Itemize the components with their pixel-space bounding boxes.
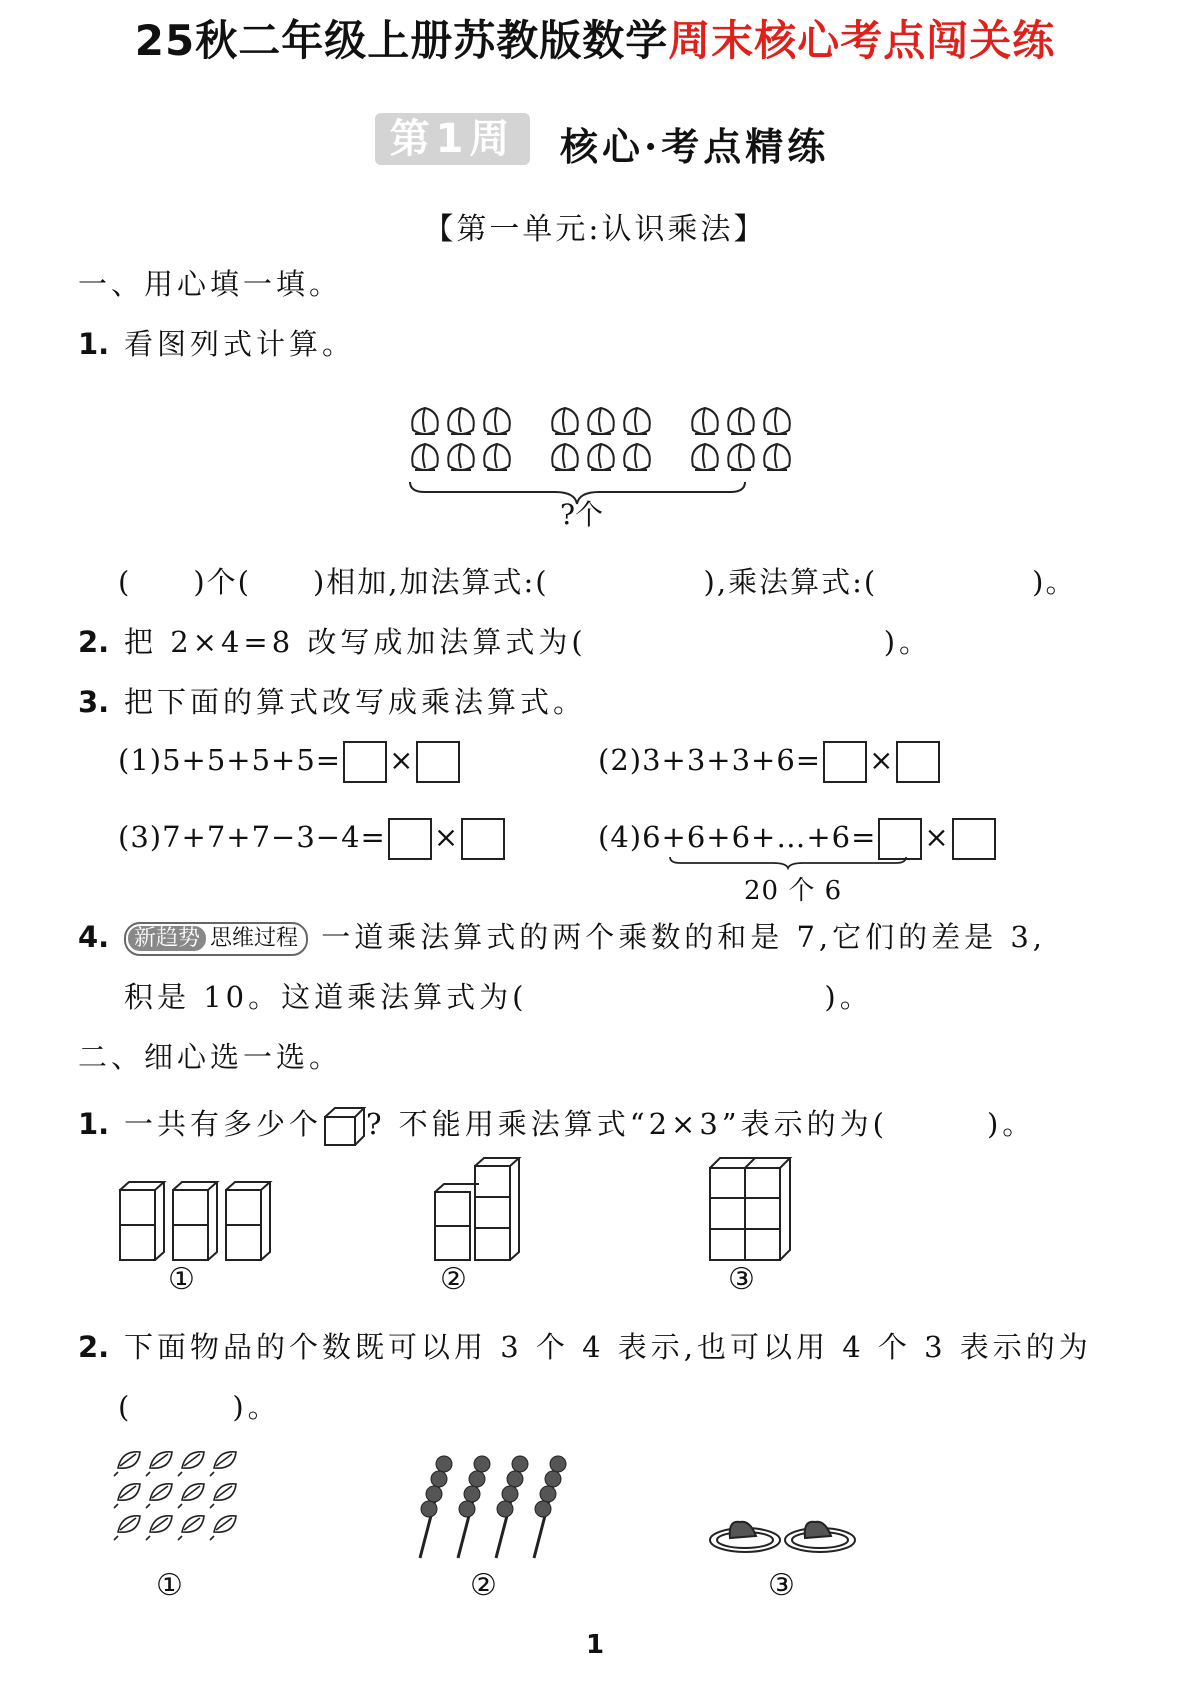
item-label: (2) [598,743,643,777]
peach-icon [588,444,614,470]
option-3-label: ③ [728,1262,755,1297]
question-1-1 [78,322,355,363]
week-heading: 核心·考点精练 [560,124,830,169]
question-1-3 [78,680,586,721]
skewer-ball [431,1471,447,1487]
item-label: (4) [598,820,643,854]
skewer-ball [464,1486,480,1502]
peach-icon [448,408,474,434]
tag-dark: 新趋势 [128,926,206,951]
page-title [0,8,1190,68]
skewer-ball [507,1471,523,1487]
option-1-label: ① [156,1568,183,1603]
skewer-ball [426,1486,442,1502]
question-text: 看图列式计算。 [124,327,356,361]
question-2-2-cont: ( )。 [118,1390,281,1424]
unit-title: 【第一单元:认识乘法】 [423,212,767,247]
peach-icon [692,444,718,470]
skewer-ball [550,1456,566,1472]
peach-icon [484,444,510,470]
skewer-ball [421,1501,437,1517]
skewer-ball [545,1471,561,1487]
question-text: 一共有多少个 [124,1107,323,1141]
times-sign: × [389,743,415,777]
times-sign: × [924,820,950,854]
leaf-icon [114,1452,140,1476]
q3-item-2 [598,741,942,783]
question-text: 把下面的算式改写成乘法算式。 [124,685,587,719]
question-number: 1. [78,1107,110,1141]
answer-box[interactable] [343,741,387,783]
question-text: 一道乘法算式的两个乘数的和是 7,它们的差是 3, [321,920,1047,954]
leaf-icon [146,1484,172,1508]
question-2-1 [78,1102,1035,1147]
title-black: 25秋二年级上册苏教版数学 [134,16,669,65]
answer-box[interactable] [823,741,867,783]
peach-icon [764,408,790,434]
option-2-skewers [420,1456,566,1558]
tag-light: 思维过程 [210,926,299,951]
option-2-label: ② [470,1568,497,1603]
skewer-ball [474,1456,490,1472]
peach-icon [412,444,438,470]
peach-icon [624,408,650,434]
q3-item-1 [118,741,462,783]
peach-icon [624,444,650,470]
peach-icon [692,408,718,434]
skewer-ball [497,1501,513,1517]
peach-icon [588,408,614,434]
item-expr: 7+7+7−3−4= [162,820,386,854]
skewer-ball [459,1501,475,1517]
times-sign: × [433,820,460,854]
item-figures [110,1440,910,1570]
question-1-4-cont: 积是 10。这道乘法算式为( )。 [124,980,873,1014]
item-expr: 5+5+5+5= [162,743,342,777]
option-2-cubes [435,1158,519,1260]
leaf-icon [146,1452,172,1476]
option-1-leaves [114,1452,236,1540]
times-sign: × [869,743,895,777]
option-3-cubes [710,1158,790,1260]
leaf-icon [146,1516,172,1540]
option-3-label: ③ [768,1568,795,1603]
answer-box[interactable] [896,741,940,783]
option-2-label: ② [440,1262,467,1297]
option-1-label: ① [168,1262,195,1297]
peach-icon [728,444,754,470]
option-1-cubes [120,1182,270,1260]
section1-title: 一、用心填一填。 [78,267,343,301]
item-expr: 6+6+6+…+6= [642,820,877,854]
leaf-icon [210,1484,236,1508]
section2-title: 二、细心选一选。 [78,1040,343,1074]
item4-brace-icon [668,855,908,869]
leaf-icon [210,1516,236,1540]
leaf-icon [178,1484,204,1508]
skewer-ball [469,1471,485,1487]
peach-icon [412,408,438,434]
peach-icon [484,408,510,434]
q3-item-4 [598,818,998,860]
peach-icon [448,444,474,470]
question-text: ? 不能用乘法算式“2×3”表示的为( )。 [366,1107,1036,1141]
peach-icon [728,408,754,434]
option-3-plates [710,1522,855,1552]
question-1-2 [78,620,932,661]
question-number: 4. [78,920,110,954]
title-red: 周末核心考点闯关练 [668,16,1056,65]
brace-label: ?个 [560,498,604,531]
skewer-ball [502,1486,518,1502]
peach-icon [552,444,578,470]
answer-box[interactable] [388,818,432,860]
q1-answer-line: ( )个( )相加,加法算式:( ),乘法算式:( )。 [118,565,1077,599]
leaf-icon [114,1516,140,1540]
question-2-2 [78,1325,1092,1366]
answer-box[interactable] [416,741,460,783]
question-number: 2. [78,625,110,659]
answer-box[interactable] [461,818,505,860]
question-number: 1. [78,327,110,361]
trend-tag [124,922,308,956]
peach-icon [552,408,578,434]
item-label: (3) [118,820,163,854]
peach-icon [764,444,790,470]
skewer-ball [512,1456,528,1472]
peach-groups-figure [405,400,805,520]
question-text: 下面物品的个数既可以用 3 个 4 表示,也可以用 4 个 3 表示的为 [124,1330,1092,1364]
leaf-icon [114,1484,140,1508]
cube-icon [322,1105,366,1147]
cube-figures [115,1160,1015,1270]
question-text: 把 2×4=8 改写成加法算式为( )。 [124,625,933,659]
skewer-ball [540,1486,556,1502]
week-badge: 第1周 [375,113,530,165]
skewer-ball [436,1456,452,1472]
q3-item-3 [118,818,507,860]
skewer-ball [535,1501,551,1517]
item-label: (1) [118,743,163,777]
question-number: 3. [78,685,110,719]
answer-box[interactable] [878,818,922,860]
leaf-icon [178,1516,204,1540]
leaf-icon [178,1452,204,1476]
question-1-4 [78,915,1046,956]
leaf-icon [210,1452,236,1476]
item4-note: 20 个 6 [744,876,843,906]
answer-box[interactable] [952,818,996,860]
page-number: 1 [585,1630,605,1660]
question-number: 2. [78,1330,110,1364]
item-expr: 3+3+3+6= [642,743,822,777]
